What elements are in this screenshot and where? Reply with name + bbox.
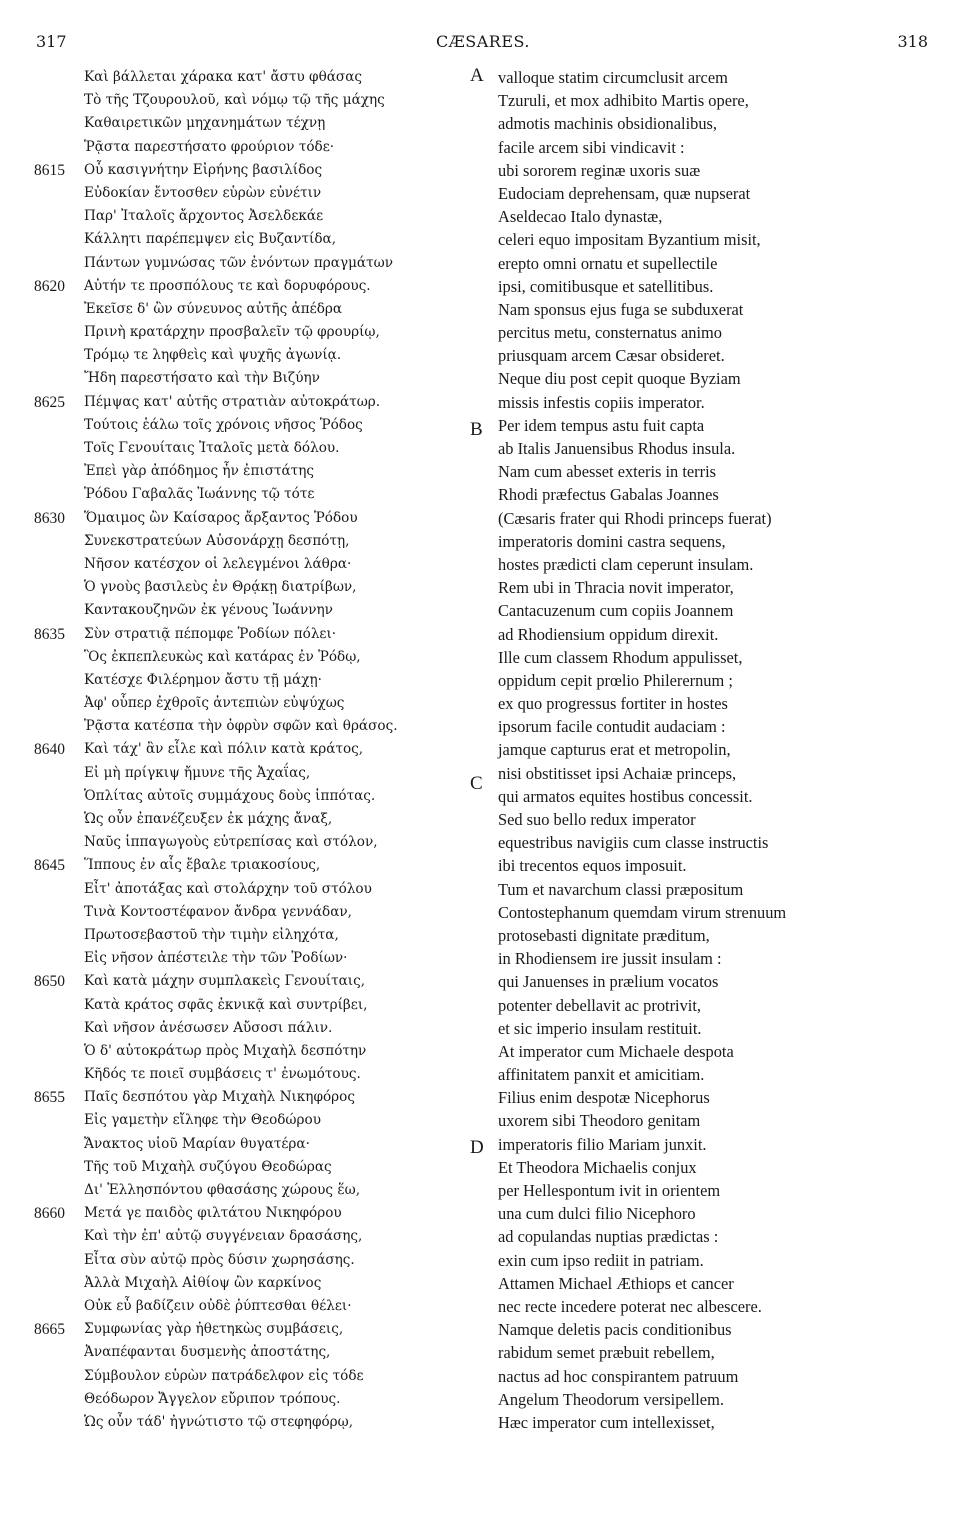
line-number: 8650 <box>34 973 65 991</box>
greek-line-text: Ὃς ἐκπεπλευκὼς καὶ κατάρας ἐν Ῥόδῳ, <box>84 648 361 665</box>
greek-line-text: Πρινὴ κρατάρχην προσβαλεῖν τῷ φρουρίῳ, <box>84 324 380 341</box>
greek-line <box>84 553 464 576</box>
latin-line: Eudociam deprehensam, quæ nupserat <box>498 183 751 203</box>
latin-line: per Hellespontum ivit in orientem <box>498 1181 721 1200</box>
line-number: 8640 <box>34 741 65 759</box>
latin-line: Contostephanum quemdam virum strenuum <box>498 902 787 922</box>
latin-line: et sic imperio insulam restituit. <box>498 1018 702 1038</box>
greek-line-text: Εἶτ' ἀποτάξας καὶ στολάρχην τοῦ στόλου <box>84 880 372 897</box>
greek-line <box>84 483 464 506</box>
section-marker-d: D <box>470 1137 484 1158</box>
latin-line: ubi sororem reginæ uxoris suæ <box>498 160 701 180</box>
greek-line <box>84 344 464 367</box>
latin-line: uxorem sibi Theodoro genitam <box>498 1111 701 1131</box>
latin-line: ipsorum facile contudit audaciam : <box>498 717 726 737</box>
greek-line-text: Τῆς τοῦ Μιχαὴλ συζύγου Θεοδώρας <box>84 1158 332 1175</box>
greek-line <box>84 89 464 112</box>
greek-line-text: Ἀναπέφανται δυσμενὴς ἀποστάτης, <box>84 1344 331 1361</box>
greek-line-text: Ὡς οὖν ἐπανέζευξεν ἐκ μάχης ἄναξ, <box>84 811 333 827</box>
latin-line: celeri equo impositam Byzantium misit, <box>498 230 761 250</box>
greek-line-text: Μετά γε παιδὸς φιλτάτου Νικηφόρου <box>84 1205 342 1222</box>
greek-line-text: Κατὰ κράτος σφᾶς ἐκνικᾷ καὶ συντρίβει, <box>84 996 368 1013</box>
greek-line-text: Σύμβουλον εὑρὼν πατράδελφον εἰς τόδε <box>84 1367 364 1384</box>
latin-line: Cantacuzenum cum copiis Joannem <box>498 601 734 621</box>
latin-line: Nam sponsus ejus fuga se subduxerat <box>498 299 744 319</box>
greek-line <box>84 530 464 553</box>
greek-line-text: Ῥᾷστα παρεστήσατο φρούριον τόδε· <box>84 138 335 155</box>
greek-line-text: Καὶ βάλλεται χάρακα κατ' ἄστυ φθάσας <box>84 69 363 85</box>
greek-line-text: Οὐκ εὖ βαδίζειν οὐδὲ ῥύπτεσθαι θέλει· <box>84 1297 352 1314</box>
greek-line <box>34 970 464 993</box>
greek-line-text: Ἐκεῖσε δ' ὢν σύνευνος αὐτῆς ἀπέδρα <box>84 300 343 317</box>
page-number-right: 318 <box>897 32 928 51</box>
latin-text-column <box>498 66 898 1434</box>
greek-line <box>84 1017 464 1040</box>
greek-line-text: Ἐπεὶ γὰρ ἀπόδημος ἦν ἐπιστάτης <box>84 463 314 480</box>
latin-line: valloque statim circumclusit arcem <box>498 68 728 87</box>
greek-line <box>84 112 464 135</box>
latin-line: ibi trecentos equos imposuit. <box>498 856 687 876</box>
greek-line <box>84 1272 464 1295</box>
greek-line-text: Καὶ τὴν ἐπ' αὐτῷ συγγένειαν δρασάσης, <box>84 1228 363 1245</box>
greek-line-text: Καὶ τάχ' ἂν εἷλε καὶ πόλιν κατὰ κράτος, <box>84 741 364 758</box>
latin-line: exin cum ipso rediit in patriam. <box>498 1250 704 1270</box>
latin-line: imperatoris filio Mariam junxit. <box>498 1134 707 1154</box>
latin-line: priusquam arcem Cæsar obsideret. <box>498 346 725 366</box>
greek-line <box>34 159 464 182</box>
greek-line <box>84 367 464 390</box>
latin-line: (Cæsaris frater qui Rhodi princeps fuerat) <box>498 508 772 528</box>
latin-line: Aseldecao Italo dynastæ, <box>498 207 663 227</box>
greek-line <box>84 994 464 1017</box>
greek-line <box>84 785 464 808</box>
running-title: CÆSARES. <box>436 32 530 51</box>
greek-line <box>84 947 464 970</box>
latin-line: affinitatem panxit et amicitiam. <box>498 1065 705 1085</box>
greek-line <box>84 321 464 344</box>
latin-line: Et Theodora Michaelis conjux <box>498 1157 697 1177</box>
greek-line-text: Εἰ μὴ πρίγκιψ ἤμυνε τῆς Ἀχαΐας, <box>84 764 311 781</box>
latin-line: Rem ubi in Thracia novit imperator, <box>498 578 734 598</box>
section-marker-a: A <box>470 65 484 86</box>
latin-line: nec recte incedere poterat nec albescere. <box>498 1296 762 1316</box>
latin-line: At imperator cum Michaele despota <box>498 1041 734 1061</box>
greek-line <box>84 252 464 275</box>
latin-line: qui Januenses in prælium vocatos <box>498 972 719 992</box>
greek-line-text: Θεόδωρον Ἄγγελον εὔριπον τρόπους. <box>84 1390 341 1407</box>
line-number: 8630 <box>34 509 65 527</box>
latin-line: Attamen Michael Æthiops et cancer <box>498 1273 734 1293</box>
latin-line: Ille cum classem Rhodum appulisset, <box>498 647 743 667</box>
latin-line: hostes prædicti clam ceperunt insulam. <box>498 554 754 574</box>
greek-line-text: Ναῦς ἱππαγωγοὺς εὐτρεπίσας καὶ στόλον, <box>84 834 378 851</box>
greek-line <box>34 623 464 646</box>
latin-line: Angelum Theodorum versipellem. <box>498 1389 724 1409</box>
greek-line <box>84 1109 464 1132</box>
greek-line <box>84 205 464 228</box>
greek-line <box>84 692 464 715</box>
greek-line <box>84 1179 464 1202</box>
greek-line <box>84 1388 464 1411</box>
greek-line <box>84 715 464 738</box>
greek-line <box>84 808 464 831</box>
line-number: 8635 <box>34 625 65 643</box>
greek-line-text: Καὶ νῆσον ἀνέσωσεν Αὔσοσι πάλιν. <box>84 1019 333 1036</box>
greek-line <box>84 1249 464 1272</box>
latin-line: facile arcem sibi vindicavit : <box>498 137 685 157</box>
latin-line: nactus ad hoc conspirantem patruum <box>498 1366 739 1386</box>
greek-line <box>84 460 464 483</box>
latin-line: ipsi, comitibusque et satellitibus. <box>498 276 714 296</box>
latin-line: nisi obstitisset ipsi Achaiæ princeps, <box>498 763 737 783</box>
greek-line-text: Κανтακουζηνῶν ἐκ γένους Ἰωάννην <box>84 602 333 619</box>
latin-line: equestribus navigiis cum classe instructis <box>498 833 769 853</box>
greek-line-text: Τὸ τῆς Τζουρουλοῦ, καὶ νόμῳ τῷ τῆς μάχης <box>84 92 385 109</box>
latin-line: missis infestis copiis imperator. <box>498 392 705 412</box>
greek-line-text: Εἰς γαμετὴν εἴληφε τὴν Θεοδώρου <box>84 1112 321 1129</box>
greek-line <box>84 1341 464 1364</box>
greek-line-text: Ὁ δ' αὐτοκράτωρ πρὸς Μιχαὴλ δεσπότην <box>84 1042 367 1059</box>
latin-line: imperatoris domini castra sequens, <box>498 531 726 551</box>
greek-line <box>84 762 464 785</box>
greek-line <box>84 1040 464 1063</box>
latin-line: una cum dulci filio Nicephoro <box>498 1204 696 1224</box>
greek-line <box>84 831 464 854</box>
latin-line: Neque diu post cepit quoque Byziam <box>498 369 741 389</box>
latin-line: Tzuruli, et mox adhibito Martis opere, <box>498 91 749 111</box>
latin-line: Nam cum abesset exteris in terris <box>498 462 717 482</box>
greek-line-text: Ὅμαιμος ὢν Καίσαρος ἄρξαντος Ῥόδου <box>84 509 358 526</box>
line-number: 8660 <box>34 1205 65 1223</box>
line-number: 8620 <box>34 277 65 295</box>
greek-line <box>84 1411 464 1434</box>
greek-line-text: Νῆσον κατέσχον οἱ λελεγμένοι λάθρα· <box>84 555 352 572</box>
latin-line: ex quo progressus fortiter in hostes <box>498 694 728 714</box>
latin-line: qui armatos equites hostibus concessit. <box>498 786 753 806</box>
latin-line: rabidum semet præbuit rebellem, <box>498 1343 715 1363</box>
line-number: 8665 <box>34 1321 65 1339</box>
greek-line-text: Ἵππους ἐν αἷς ἔβαλε τριακοσίους, <box>84 857 321 874</box>
latin-line: Tum et navarchum classi præpositum <box>498 879 744 899</box>
greek-line-text: Ῥόδου Γαβαλᾶς Ἰωάννης τῷ τότε <box>84 486 315 503</box>
latin-line: percitus metu, consternatus animo <box>498 323 722 343</box>
greek-line <box>84 228 464 251</box>
greek-line <box>84 599 464 622</box>
greek-line <box>84 437 464 460</box>
latin-line: erepto omni ornatu et supellectile <box>498 253 718 273</box>
greek-line <box>34 507 464 530</box>
latin-line: ad Rhodiensium oppidum direxit. <box>498 624 719 644</box>
page-header <box>0 32 966 58</box>
greek-line <box>84 1225 464 1248</box>
latin-line: Sed suo bello redux imperator <box>498 810 696 829</box>
greek-line <box>34 275 464 298</box>
greek-line-text: Κατέσχε Φιλέρημον ἄστυ τῇ μάχῃ· <box>84 671 322 688</box>
greek-line-text: Τινὰ Κοντοστέφανον ἄνδρα γεννάδαν, <box>84 903 352 920</box>
latin-line: oppidum cepit prœlio Philerernum ; <box>498 670 733 690</box>
greek-line <box>84 136 464 159</box>
latin-line: ad copulandas nuptias prædictas : <box>498 1227 719 1247</box>
greek-line-text: Εὐδοκίαν ἔντοσθεν εὑρὼν εὐνέτιν <box>84 184 322 201</box>
greek-line-text: Ἀλλὰ Μιχαὴλ Αἰθίοψ ὢν καρκίνος <box>84 1274 322 1291</box>
latin-line: protosebasti dignitate præditum, <box>498 925 710 945</box>
greek-line-text: Τούτοις ἑάλω τοῖς χρόνοις νῆσος Ῥόδος <box>84 416 363 433</box>
greek-line-text: Σὺν στρατιᾷ πέπομφε Ῥοδίων πόλει· <box>84 625 337 642</box>
greek-line-text: Ἄνακτος υἱοῦ Μαρίαν θυγατέρα· <box>84 1135 310 1152</box>
greek-line-text: Καθαιρετικῶν μηχανημάτων τέχνῃ <box>84 115 326 132</box>
greek-line-text: Ὡς οὖν τάδ' ἠγνώτιστο τῷ στεφηφόρῳ, <box>84 1413 354 1430</box>
greek-line-text: Ὁ γνοὺς βασιλεὺς ἐν Θρᾴκῃ διατρίβων, <box>84 579 357 596</box>
latin-line: Filius enim despotæ Nicephorus <box>498 1088 710 1108</box>
greek-line-text: Πάντων γυμνώσας τῶν ἐνόντων πραγμάτων <box>84 254 393 271</box>
line-number: 8645 <box>34 857 65 875</box>
greek-line-text: Οὗ κασιγνήτην Εἰρήνης βασιλίδος <box>84 161 323 178</box>
greek-line-text: Ὁπλίτας αὐτοῖς συμμάχους δοὺς ἱππότας. <box>84 787 376 804</box>
greek-line-text: Ἤδη παρεστήσατο καὶ τὴν Βιζύην <box>84 370 320 387</box>
greek-line-text: Τρόμῳ τε ληφθεὶς καὶ ψυχῆς ἀγωνίᾳ. <box>84 347 342 364</box>
latin-line: potenter debellavit ac protrivit, <box>498 995 701 1015</box>
page-number-left: 317 <box>36 32 67 51</box>
greek-line <box>84 901 464 924</box>
latin-line: in Rhodiensem ire jussit insulam : <box>498 949 722 969</box>
greek-line-text: Ἀφ' οὗπερ ἐχθροῖς ἀντεπιὼν εὐψύχως <box>84 695 345 712</box>
section-marker-c: C <box>470 773 483 794</box>
greek-line-text: Αὐτήν τε προσπόλους τε καὶ δορυφόρους. <box>84 277 371 294</box>
line-number: 8615 <box>34 161 65 179</box>
greek-line-text: Κῆδός τε ποιεῖ συμβάσεις τ' ἐνωμότους. <box>84 1066 361 1083</box>
greek-line <box>84 66 464 89</box>
greek-line <box>34 1202 464 1225</box>
greek-line <box>34 1318 464 1341</box>
greek-text-column <box>34 66 464 1434</box>
greek-line-text: Συμφωνίας γὰρ ἠθετηκὼς συμβάσεις, <box>84 1321 344 1338</box>
greek-line <box>84 669 464 692</box>
greek-line <box>84 414 464 437</box>
greek-line-text: Κάλλητι παρέπεμψεν εἰς Βυζαντίδα, <box>84 231 337 248</box>
latin-line: Per idem tempus astu fuit capta <box>498 415 705 435</box>
greek-line <box>84 646 464 669</box>
greek-line-text: Εἰς νῆσον ἀπέστειλε τὴν τῶν Ῥοδίων· <box>84 950 348 967</box>
latin-line: jamque capturus erat et metropolin, <box>498 740 731 760</box>
greek-line <box>84 1063 464 1086</box>
line-number: 8655 <box>34 1089 65 1107</box>
greek-line-text: Δι' Ἑλλησπόντου φθασάσης χώρους ἕω, <box>84 1182 361 1198</box>
line-number: 8625 <box>34 393 65 411</box>
greek-line <box>34 738 464 761</box>
greek-line <box>84 1133 464 1156</box>
latin-line: Rhodi præfectus Gabalas Joannes <box>498 485 719 505</box>
greek-line <box>34 1086 464 1109</box>
section-marker-b: B <box>470 419 483 440</box>
greek-line <box>84 1295 464 1318</box>
greek-line-text: Πρωτοσεβαστοῦ τὴν τιμὴν εἰληχότα, <box>84 926 339 943</box>
greek-line-text: Εἶτα σὺν αὐτῷ πρὸς δύσιν χωρησάσης. <box>84 1251 355 1268</box>
greek-line <box>84 924 464 947</box>
greek-line-text: Συνεκστρατεύων Αὐσονάρχῃ δεσπότῃ, <box>84 532 350 549</box>
greek-line-text: Καὶ κατὰ μάχην συμπλακεὶς Γενουίταις, <box>84 973 366 990</box>
latin-line: ab Italis Januensibus Rhodus insula. <box>498 439 736 458</box>
greek-line <box>84 1156 464 1179</box>
latin-line: Hæc imperator cum intellexisset, <box>498 1412 715 1432</box>
greek-line <box>84 576 464 599</box>
greek-line <box>84 298 464 321</box>
greek-line-text: Παρ' Ἰταλοῖς ἄρχοντος Ἀσελδεκάε <box>84 208 324 225</box>
latin-line: Namque deletis pacis conditionibus <box>498 1320 732 1340</box>
greek-line-text: Ῥᾷστα κατέσπα τὴν ὀφρὺν σφῶν καὶ θράσος. <box>84 718 398 735</box>
greek-line <box>34 854 464 877</box>
greek-line-text: Παῖς δεσπότου γὰρ Μιχαὴλ Νικηφόρος <box>84 1089 355 1106</box>
greek-line-text: Πέμψας κατ' αὐτῆς στρατιὰν αὐτοκράτωρ. <box>84 393 381 410</box>
greek-line <box>84 878 464 901</box>
greek-line-text: Τοῖς Γενουίταις Ἰταλοῖς μετὰ δόλου. <box>84 440 340 456</box>
latin-line: admotis machinis obsidionalibus, <box>498 114 717 134</box>
greek-line <box>34 391 464 414</box>
greek-line <box>84 182 464 205</box>
greek-line <box>84 1365 464 1388</box>
